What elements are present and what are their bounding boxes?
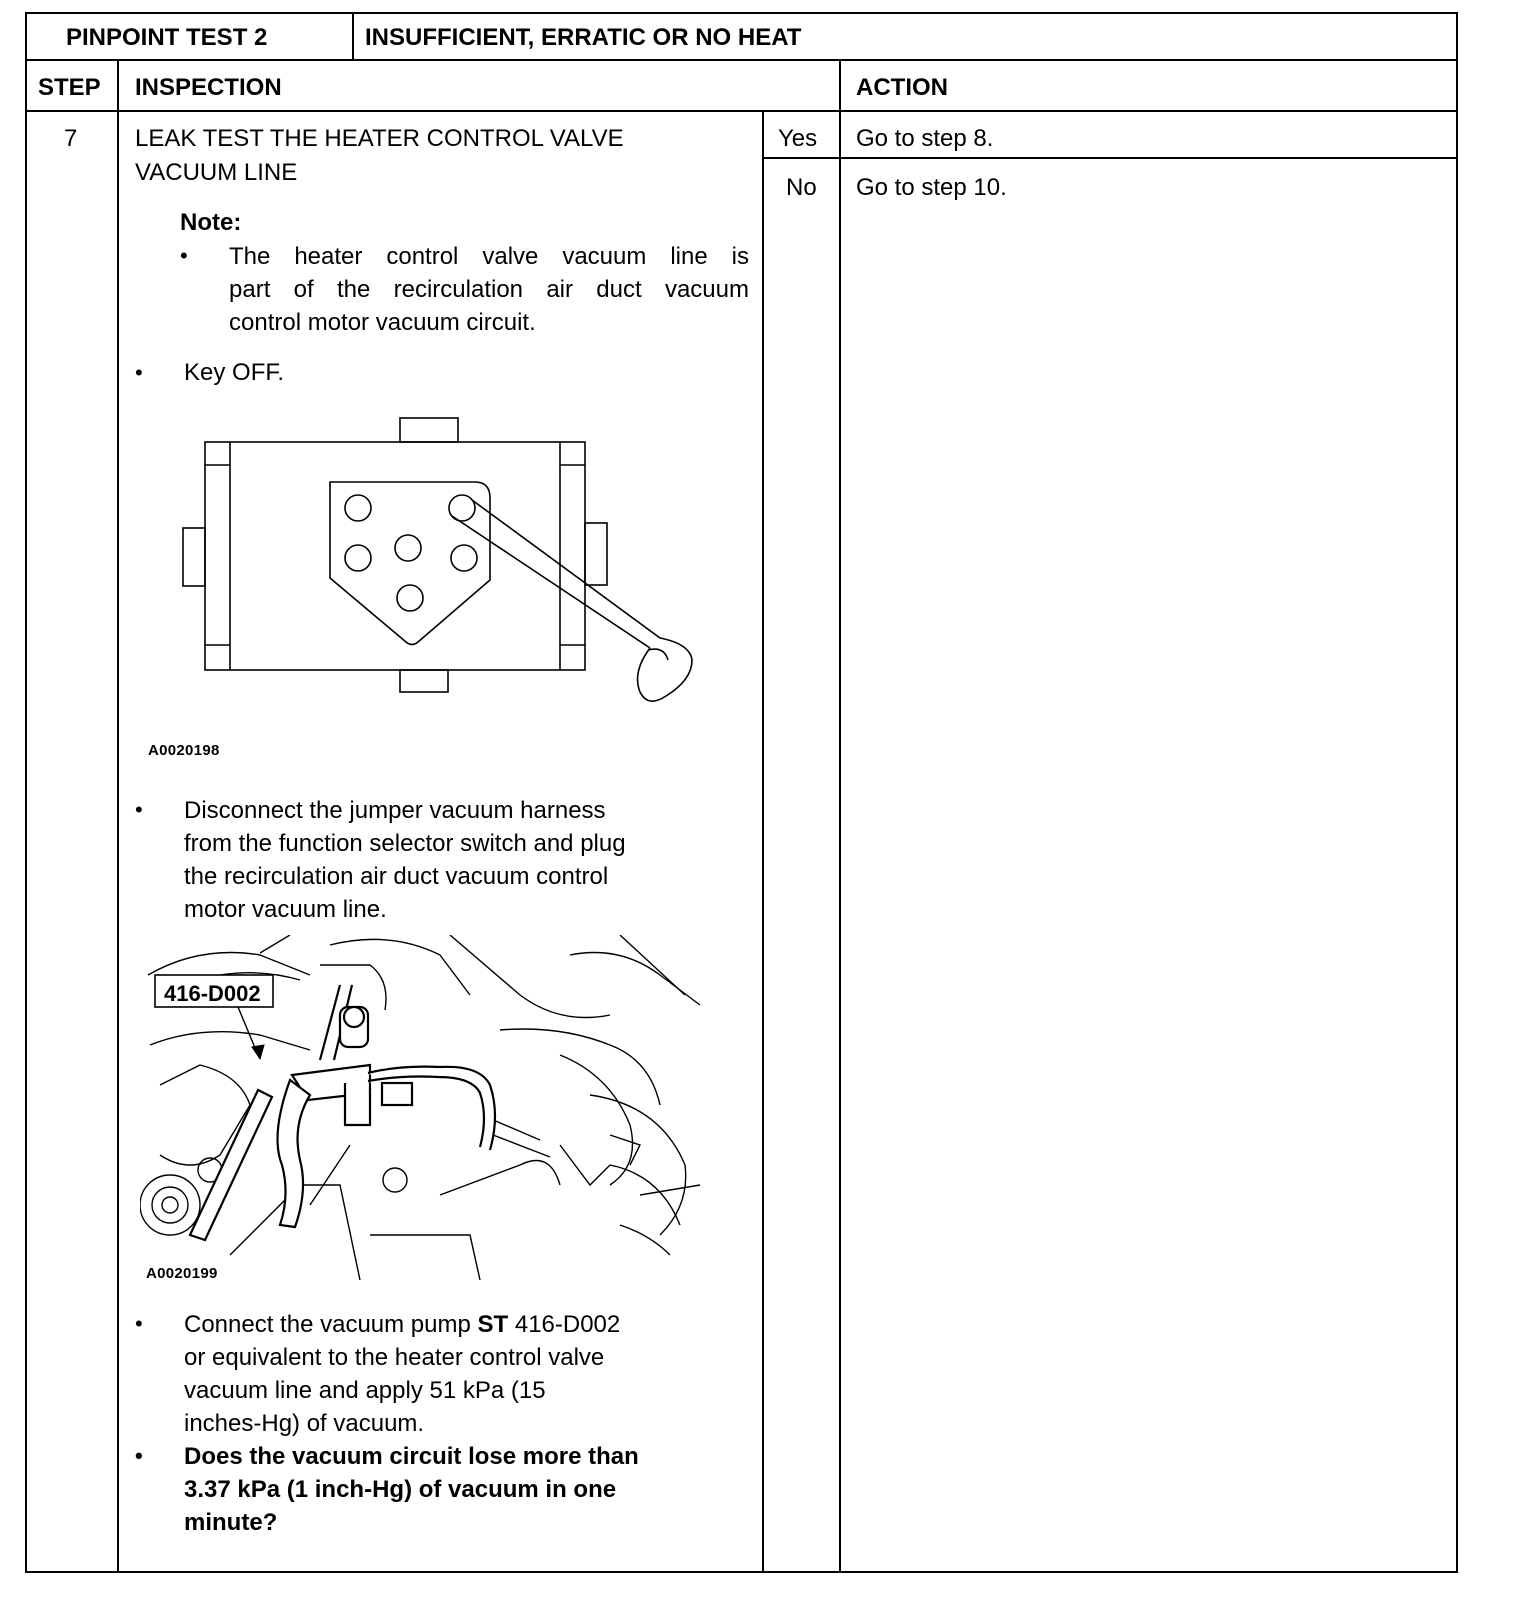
figure1-caption: A0020198 xyxy=(148,742,220,759)
connect-bullet: • xyxy=(135,1311,143,1336)
step-number: 7 xyxy=(64,125,78,152)
question-line2: 3.37 kPa (1 inch-Hg) of vacuum in one xyxy=(184,1476,617,1503)
question-bullet: • xyxy=(135,1443,143,1468)
inspection-title-line2: VACUUM LINE xyxy=(135,159,298,186)
disconnect-bullet: • xyxy=(135,797,143,822)
pinpoint-test-title: INSUFFICIENT, ERRATIC OR NO HEAT xyxy=(365,24,802,51)
header-divider xyxy=(25,59,1458,61)
column-header-divider xyxy=(25,110,1458,112)
key-off-text: Key OFF. xyxy=(184,359,285,386)
question-line3: minute? xyxy=(184,1509,278,1536)
connect-line2: or equivalent to the heater control valve xyxy=(184,1344,605,1371)
note-line2: part of the recirculation air duct vacuum xyxy=(229,276,749,303)
inspection-column-header: INSPECTION xyxy=(135,74,282,101)
table-border-left xyxy=(25,12,27,1573)
vacuum-connector-diagram xyxy=(170,410,710,730)
disconnect-line4: motor vacuum line. xyxy=(184,896,387,923)
action-no: Go to step 10. xyxy=(856,174,1007,201)
step-column-divider xyxy=(117,60,119,1572)
table-border-bottom xyxy=(25,1571,1458,1573)
note-bullet: • xyxy=(180,243,188,268)
connect-line1-post: 416-D002 xyxy=(508,1311,621,1338)
note-line1: The heater control valve vacuum line is xyxy=(229,243,749,270)
connect-line1-pre: Connect the vacuum pump xyxy=(184,1311,478,1338)
answer-column-left-divider xyxy=(762,111,764,1572)
disconnect-line3: the recirculation air duct vacuum control xyxy=(184,863,609,890)
connect-line4: inches-Hg) of vacuum. xyxy=(184,1410,425,1437)
answer-yes: Yes xyxy=(778,125,818,152)
vacuum-pump-illustration xyxy=(140,935,705,1280)
note-label: Note: xyxy=(180,209,242,236)
action-column-header: ACTION xyxy=(856,74,948,101)
yes-no-divider xyxy=(763,157,1457,159)
note-line3: control motor vacuum circuit. xyxy=(229,309,536,336)
tool-label: 416-D002 xyxy=(164,981,261,1006)
figure2-caption: A0020199 xyxy=(146,1265,218,1282)
connect-line1 xyxy=(184,1308,620,1341)
connect-line3: vacuum line and apply 51 kPa (15 xyxy=(184,1377,546,1404)
inspection-title-line1: LEAK TEST THE HEATER CONTROL VALVE xyxy=(135,125,624,152)
table-border-top xyxy=(25,12,1458,14)
action-yes: Go to step 8. xyxy=(856,125,994,152)
step-column-header: STEP xyxy=(38,74,101,101)
answer-no: No xyxy=(786,174,817,201)
special-tool-abbrev: ST xyxy=(477,1311,509,1338)
title-cell-divider xyxy=(352,12,354,60)
action-column-divider xyxy=(839,60,841,1572)
table-border-right xyxy=(1456,12,1458,1573)
disconnect-line2: from the function selector switch and plug xyxy=(184,830,626,857)
key-off-bullet: • xyxy=(135,360,143,385)
disconnect-line1: Disconnect the jumper vacuum harness xyxy=(184,797,606,824)
question-line1: Does the vacuum circuit lose more than xyxy=(184,1443,639,1470)
pinpoint-test-label: PINPOINT TEST 2 xyxy=(66,24,268,51)
